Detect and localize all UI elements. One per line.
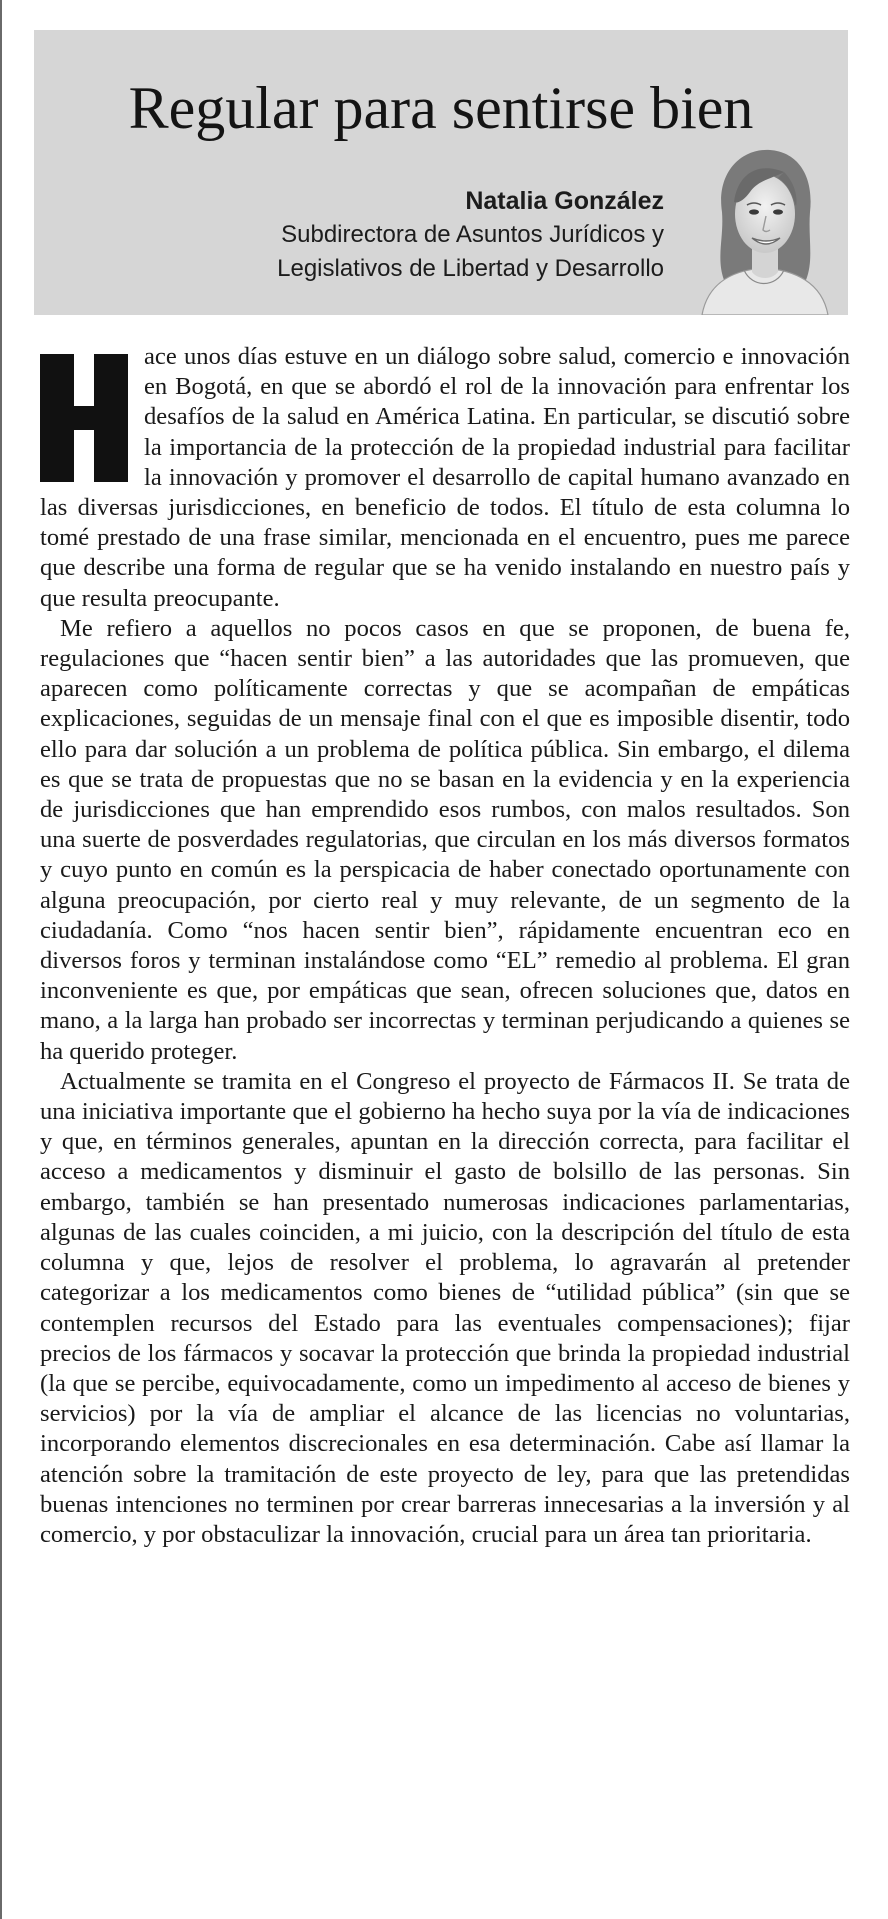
author-portrait xyxy=(694,142,834,315)
column-header xyxy=(34,30,848,315)
page-left-rule xyxy=(0,0,2,1919)
drop-cap-letter xyxy=(40,354,128,482)
byline xyxy=(277,184,664,286)
author-name: Natalia González xyxy=(465,187,664,215)
article-body xyxy=(40,342,850,1550)
article-paragraph-2: Me refiero a aquellos no pocos casos en que se proponen, de buena fe, regulaciones que “hacen sentir bien” a las autoridades que las promueven, que aparecen como políticamente correctas y que se acompañan de empáticas explicaciones, seguidas de un mensaje final con el que es imposible disentir, todo ello para dar solución a un problema de política pública. Sin embargo, el dilema es que se trata de propuestas que no se basan en la evidencia y en la experiencia de jurisdicciones que han emprendido esos rumbos, con malos resultados. Son una suerte de posverdades regulatorias, que circulan en los más diversos formatos y cuyo punto en común es la perspicacia de haber conectado oportunamente con alguna preocupación, por cierto real y muy relevante, de un segmento de la ciudadanía. Como “nos hacen sentir bien”, rápidamente encuentran eco en diversos foros y terminan instalándose como “EL” remedio al problema. El gran inconveniente es que, por empáticas que sean, ofrecen soluciones que, datos en mano, a la larga han probado ser incorrectas y terminan perjudicando a quienes se ha querido proteger. xyxy=(40,614,850,1065)
headline: Regular para sentirse bien xyxy=(128,75,754,141)
article-paragraph-1: ace unos días estuve en un diálogo sobre salud, comercio e innovación en Bogotá, en que se abordó el rol de la innovación para enfrentar los desafíos de la salud en América Latina. En particular, se discutió sobre la importancia de la protección de la propiedad industrial para facilitar la innovación y promover el desarrollo de capital humano avanzado en las diversas jurisdicciones, en beneficio de todos. El título de esta columna lo tomé prestado de una frase similar, mencionada en el encuentro, pues me parece que describe una forma de regular que se ha venido instalando en nuestro país y que resulta preocupante. xyxy=(40,343,850,612)
drop-cap xyxy=(40,354,128,482)
author-role-line1: Subdirectora de Asuntos Jurídicos y xyxy=(281,221,664,248)
article-paragraph-3: Actualmente se tramita en el Congreso el proyecto de Fármacos II. Se trata de una iniciativa importante que el gobierno ha hecho suya por la vía de indicaciones y que, en términos generales, apuntan en la dirección correcta, para facilitar el acceso a medicamentos y disminuir el gasto de bolsillo de las personas. Sin embargo, también se han presentado numerosas indicaciones parlamentarias, algunas de las cuales coinciden, a mi juicio, con la descripción del título de esta columna y que, lejos de resolver el problema, lo agravarán al pretender categorizar a los medicamentos como bienes de “utilidad pública” (sin que se contemplen recursos del Estado para las eventuales compensaciones); fijar precios de los fármacos y socavar la protección que brinda la propiedad industrial (la que se percibe, equivocadamente, como un impedimento al acceso de bienes y servicios) por la vía de ampliar el alcance de las licencias no voluntarias, incorporando elementos discrecionales en esa determinación. Cabe así llamar la atención sobre la tramitación de este proyecto de ley, para que las pretendidas buenas intenciones no terminen por crear barreras innecesarias a la inversión y al comercio, y por obstaculizar la innovación, crucial para un área tan prioritaria. xyxy=(40,1067,850,1548)
author-role-line2: Legislativos de Libertad y Desarrollo xyxy=(277,255,664,282)
